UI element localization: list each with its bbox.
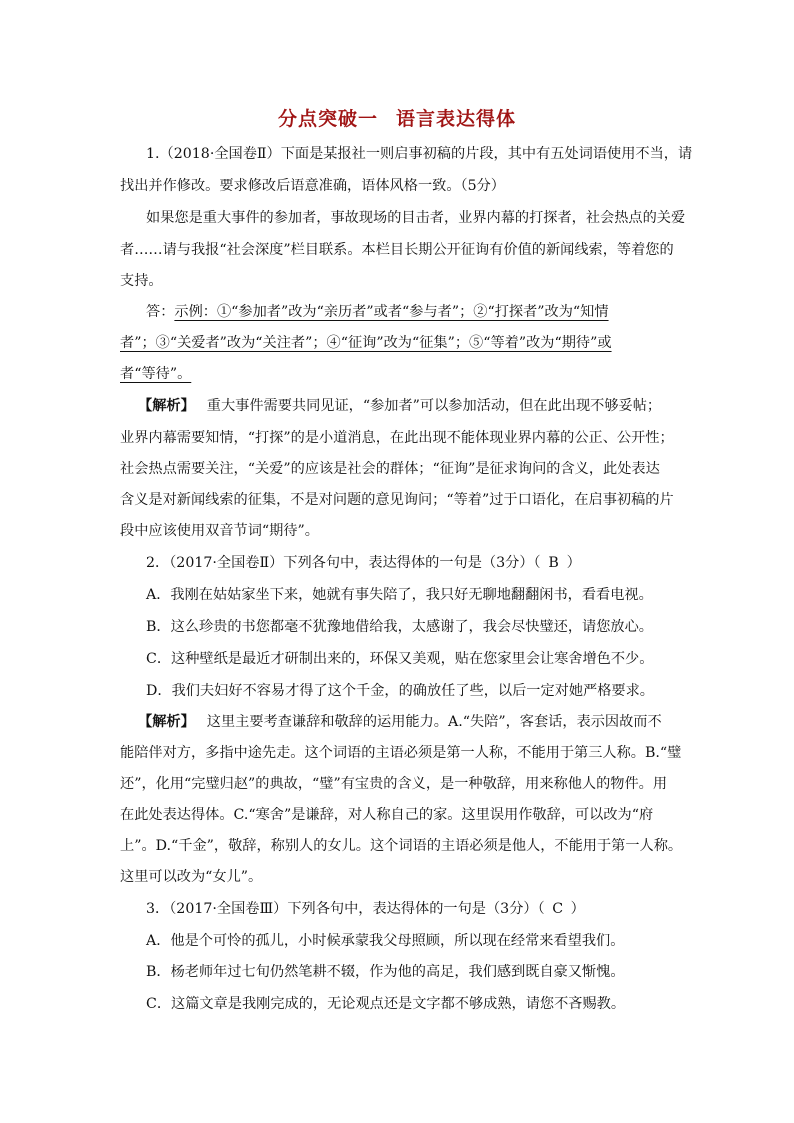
q1-answer-text: 者“等待”。 [120, 366, 192, 382]
q2-analysis-line: 还”，化用“完璧归赵”的典故，“璧”有宝贵的含义，是一种敬辞，用来称他人的物件。用 [120, 776, 668, 792]
q1-analysis-line: 含义是对新闻线索的征集，不是对问题的意见询问；“等着”过于口语化，在启事初稿的片 [120, 492, 674, 508]
q2-option-c: C．这种壁纸是最近才研制出来的，环保又美观，贴在您家里会让寒舍增色不少。 [146, 651, 654, 667]
q2-answer: B [548, 555, 559, 571]
q3-option-c: C．这篇文章是我刚完成的，无论观点还是文字都不够成熟，请您不吝赐教。 [146, 996, 626, 1012]
q2-analysis-line: 能陪伴对方，多指中途先走。这个词语的主语必须是第一人称，不能用于第三人称。B.“璧 [120, 745, 682, 761]
q1-analysis-tag: 【解析】 [138, 398, 195, 414]
q2-option-a: A．我刚在姑姑家坐下来，她就有事失陪了，我只好无聊地翻翻闲书，看看电视。 [146, 587, 653, 603]
q1-answer-line [146, 302, 680, 322]
q2-analysis-line [138, 712, 680, 732]
q1-answer-line [120, 364, 680, 384]
q1-analysis-text: 重大事件需要共同见证，“参加者”可以参加活动，但在此出现不够妥帖； [206, 398, 662, 414]
title-part-2: 语言表达得体 [396, 108, 517, 130]
q1-analysis-line: 业界内幕需要知情，“打探”的是小道消息，在此出现不能体现业界内幕的公正、公开性； [120, 430, 674, 446]
q3-stem: 3．（2017·全国卷Ⅲ）下列各句中，表达得体的一句是（3分）（ [146, 901, 545, 917]
q3-stem-line [146, 899, 680, 919]
q1-analysis-line: 社会热点需要关注，“关爱”的应该是社会的群体；“征询”是征求询问的含义，此处表达 [120, 461, 660, 477]
page-title [0, 104, 794, 131]
q1-stem-line: 找出并作修改。要求修改后语意准确，语体风格一致。（5分） [120, 178, 505, 194]
q3-stem-close: ） [570, 901, 585, 917]
q1-answer-prefix: 答： [146, 304, 175, 320]
q1-answer-line [120, 333, 680, 353]
q2-analysis-tag: 【解析】 [138, 714, 195, 730]
q3-option-a: A．他是个可怜的孤儿，小时候承蒙我父母照顾，所以现在经常来看望我们。 [146, 933, 625, 949]
q1-analysis-line: 段中应该使用双音节词“期待”。 [120, 523, 319, 539]
q2-analysis-line: 上”。D.“千金”，敬辞，称别人的女儿。这个词语的主语必须是他人，不能用于第一人称。 [120, 838, 683, 854]
q2-option-b: B．这么珍贵的书您都毫不犹豫地借给我，太感谢了，我会尽快璧还，请您放心。 [146, 619, 653, 635]
q2-analysis-line: 在此处表达得体。C.“寒舍”是谦辞，对人称自己的家。这里误用作敬辞，可以改为“府 [120, 807, 654, 823]
q2-stem-close: ） [566, 555, 581, 571]
q2-analysis-line: 这里可以改为“女儿”。 [120, 869, 263, 885]
q2-stem-line [146, 553, 680, 573]
q1-analysis-line [138, 396, 680, 416]
q1-passage-line: 支持。 [120, 273, 163, 289]
q2-analysis-text: 这里主要考查谦辞和敬辞的运用能力。A.“失陪”，客套话，表示因故而不 [206, 714, 662, 730]
q1-stem-line: 1.（2018·全国卷Ⅱ）下面是某报社一则启事初稿的片段，其中有五处词语使用不当，请 [146, 146, 693, 162]
q2-stem: 2．（2017·全国卷Ⅱ）下列各句中，表达得体的一句是（3分）（ [146, 555, 541, 571]
q3-answer: C [552, 901, 564, 917]
q1-answer-text: 者”；③“关爱者”改为“关注者”；④“征询”改为“征集”；⑤“等着”改为“期待”或 [120, 335, 612, 351]
q1-passage-line: 如果您是重大事件的参加者，事故现场的目击者，业界内幕的打探者，社会热点的关爱 [146, 210, 686, 226]
q2-option-d: D．我们夫妇好不容易才得了这个千金，的确放任了些，以后一定对她严格要求。 [146, 683, 654, 699]
title-part-1: 分点突破一 [277, 108, 378, 130]
q3-option-b: B．杨老师年过七旬仍然笔耕不辍，作为他的高足，我们感到既自豪又惭愧。 [146, 964, 625, 980]
q1-passage-line: 者……请与我报“社会深度”栏目联系。本栏目长期公开征询有价值的新闻线索，等着您的 [120, 242, 674, 258]
q1-answer-text: 示例：①“参加者”改为“亲历者”或者“参与者”；②“打探者”改为“知情 [174, 304, 609, 320]
